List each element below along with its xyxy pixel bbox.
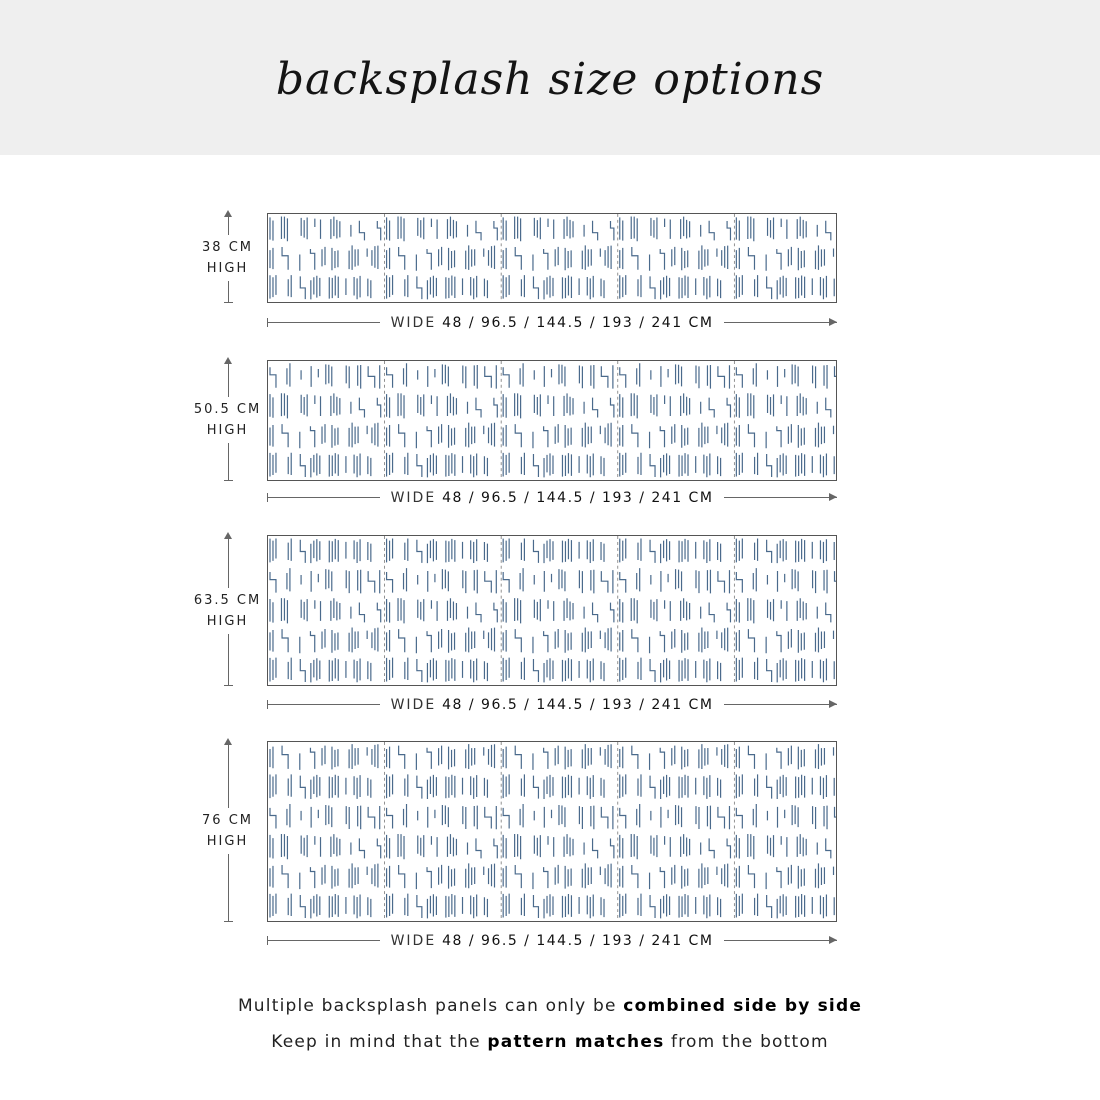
pattern-tile [387, 538, 488, 563]
width-values: 48 / 96.5 / 144.5 / 193 / 241 CM [442, 315, 714, 331]
width-label [380, 488, 724, 508]
pattern-tile [620, 863, 728, 889]
pattern-tile [387, 863, 495, 889]
pattern-graphic [268, 214, 836, 302]
pattern-tile [270, 863, 378, 889]
height-word: HIGH [206, 261, 249, 276]
page-title: backsplash size options [275, 54, 825, 105]
header-band [0, 0, 1100, 155]
backsplash-panel [267, 360, 837, 481]
pattern-tile [387, 627, 495, 653]
pattern-tile [620, 568, 730, 593]
pattern-tile [503, 627, 611, 653]
pattern-tile [620, 774, 721, 799]
pattern-tile [620, 804, 730, 829]
pattern-tile [736, 598, 836, 623]
pattern-tile [620, 658, 721, 683]
pattern-tile [620, 627, 728, 653]
width-prefix: WIDE [390, 315, 437, 331]
pattern-tile [270, 744, 378, 770]
pattern-tile [503, 804, 613, 829]
pattern-tile [503, 453, 604, 478]
pattern-tile [736, 453, 836, 478]
pattern-tile [387, 453, 488, 478]
width-values: 48 / 96.5 / 144.5 / 193 / 241 CM [442, 933, 714, 949]
pattern-tile [736, 393, 836, 418]
pattern-tile [270, 245, 378, 270]
width-label [380, 931, 724, 951]
pattern-tile [387, 245, 495, 270]
pattern-tile [736, 275, 836, 299]
pattern-tile [387, 275, 488, 299]
pattern-tile [387, 744, 495, 770]
pattern-tile [387, 804, 497, 829]
pattern-tile [736, 538, 836, 563]
pattern-tile [387, 423, 495, 449]
note-pattern-match [0, 1032, 1100, 1052]
pattern-tile [736, 216, 836, 241]
pattern-tile [736, 363, 836, 388]
pattern-tile [736, 423, 836, 449]
pattern-tile [736, 568, 836, 593]
pattern-tile [270, 658, 371, 683]
pattern-tile [503, 834, 614, 859]
pattern-tile [503, 744, 611, 770]
width-prefix: WIDE [390, 490, 437, 506]
pattern-tile [736, 627, 836, 653]
height-value: 76 CM [202, 813, 253, 828]
pattern-tile [620, 216, 731, 241]
pattern-tile [387, 598, 498, 623]
note-text: Keep in mind that the [271, 1032, 481, 1052]
pattern-tile [270, 453, 371, 478]
pattern-tile [736, 744, 836, 770]
pattern-tile [620, 834, 731, 859]
pattern-tile [620, 744, 728, 770]
pattern-tile [620, 423, 728, 449]
pattern-tile [503, 658, 604, 683]
backsplash-panel [267, 741, 837, 922]
height-dimension-tick [224, 302, 233, 303]
pattern-tile [503, 363, 613, 388]
pattern-tile [387, 393, 498, 418]
pattern-tile [620, 245, 728, 270]
height-label [180, 588, 275, 634]
pattern-tile [620, 894, 721, 919]
pattern-tile [270, 393, 381, 418]
height-label [180, 397, 275, 443]
height-dimension-tick [224, 685, 233, 686]
note-emphasis: pattern matches [487, 1032, 665, 1052]
pattern-tile [387, 363, 497, 388]
pattern-tile [270, 894, 371, 919]
pattern-graphic [268, 536, 836, 685]
pattern-graphic [268, 361, 836, 480]
height-value: 63.5 CM [193, 593, 262, 608]
pattern-tile [620, 538, 721, 563]
pattern-graphic [268, 742, 836, 921]
pattern-tile [270, 804, 380, 829]
width-prefix: WIDE [390, 933, 437, 949]
pattern-tile [503, 216, 614, 241]
pattern-tile [270, 598, 381, 623]
pattern-tile [270, 363, 380, 388]
width-values: 48 / 96.5 / 144.5 / 193 / 241 CM [442, 697, 714, 713]
pattern-tile [387, 216, 498, 241]
width-arrow-head-icon [829, 318, 837, 326]
pattern-tile [736, 834, 836, 859]
pattern-tile [503, 275, 604, 299]
pattern-tile [736, 245, 836, 270]
pattern-tile [270, 834, 381, 859]
pattern-tile [270, 423, 378, 449]
width-prefix: WIDE [390, 697, 437, 713]
height-value: 50.5 CM [193, 402, 262, 417]
width-arrow-head-icon [829, 700, 837, 708]
pattern-tile [620, 453, 721, 478]
height-word: HIGH [206, 614, 249, 629]
height-dimension-tick [224, 921, 233, 922]
height-word: HIGH [206, 423, 249, 438]
width-values: 48 / 96.5 / 144.5 / 193 / 241 CM [442, 490, 714, 506]
pattern-tile [736, 774, 836, 799]
pattern-tile [387, 834, 498, 859]
note-text: Multiple backsplash panels can only be [237, 996, 617, 1016]
pattern-tile [270, 275, 371, 299]
pattern-tile [736, 863, 836, 889]
pattern-tile [503, 894, 604, 919]
pattern-tile [503, 598, 614, 623]
pattern-tile [503, 863, 611, 889]
width-arrow-head-icon [829, 493, 837, 501]
pattern-tile [270, 568, 380, 593]
pattern-tile [736, 804, 836, 829]
height-dimension-tick [224, 480, 233, 481]
pattern-tile [387, 774, 488, 799]
pattern-tile [736, 658, 836, 683]
pattern-tile [503, 245, 611, 270]
pattern-tile [503, 568, 613, 593]
width-label [380, 695, 724, 715]
height-label [180, 235, 275, 281]
pattern-tile [270, 538, 371, 563]
pattern-tile [736, 894, 836, 919]
pattern-tile [620, 393, 731, 418]
pattern-tile [387, 658, 488, 683]
note-text: from the bottom [671, 1032, 829, 1052]
note-emphasis: combined side by side [623, 996, 863, 1016]
height-value: 38 CM [202, 240, 253, 255]
pattern-tile [270, 216, 381, 241]
pattern-tile [620, 363, 730, 388]
pattern-tile [620, 598, 731, 623]
note-side-by-side [0, 996, 1100, 1016]
width-label [380, 313, 724, 333]
pattern-tile [503, 774, 604, 799]
pattern-tile [387, 894, 488, 919]
backsplash-panel [267, 213, 837, 303]
height-word: HIGH [206, 834, 249, 849]
pattern-tile [503, 393, 614, 418]
pattern-tile [503, 423, 611, 449]
pattern-tile [387, 568, 497, 593]
pattern-tile [270, 774, 371, 799]
pattern-tile [620, 275, 721, 299]
pattern-tile [270, 627, 378, 653]
width-arrow-head-icon [829, 936, 837, 944]
pattern-tile [503, 538, 604, 563]
height-label [180, 808, 275, 854]
backsplash-panel [267, 535, 837, 686]
